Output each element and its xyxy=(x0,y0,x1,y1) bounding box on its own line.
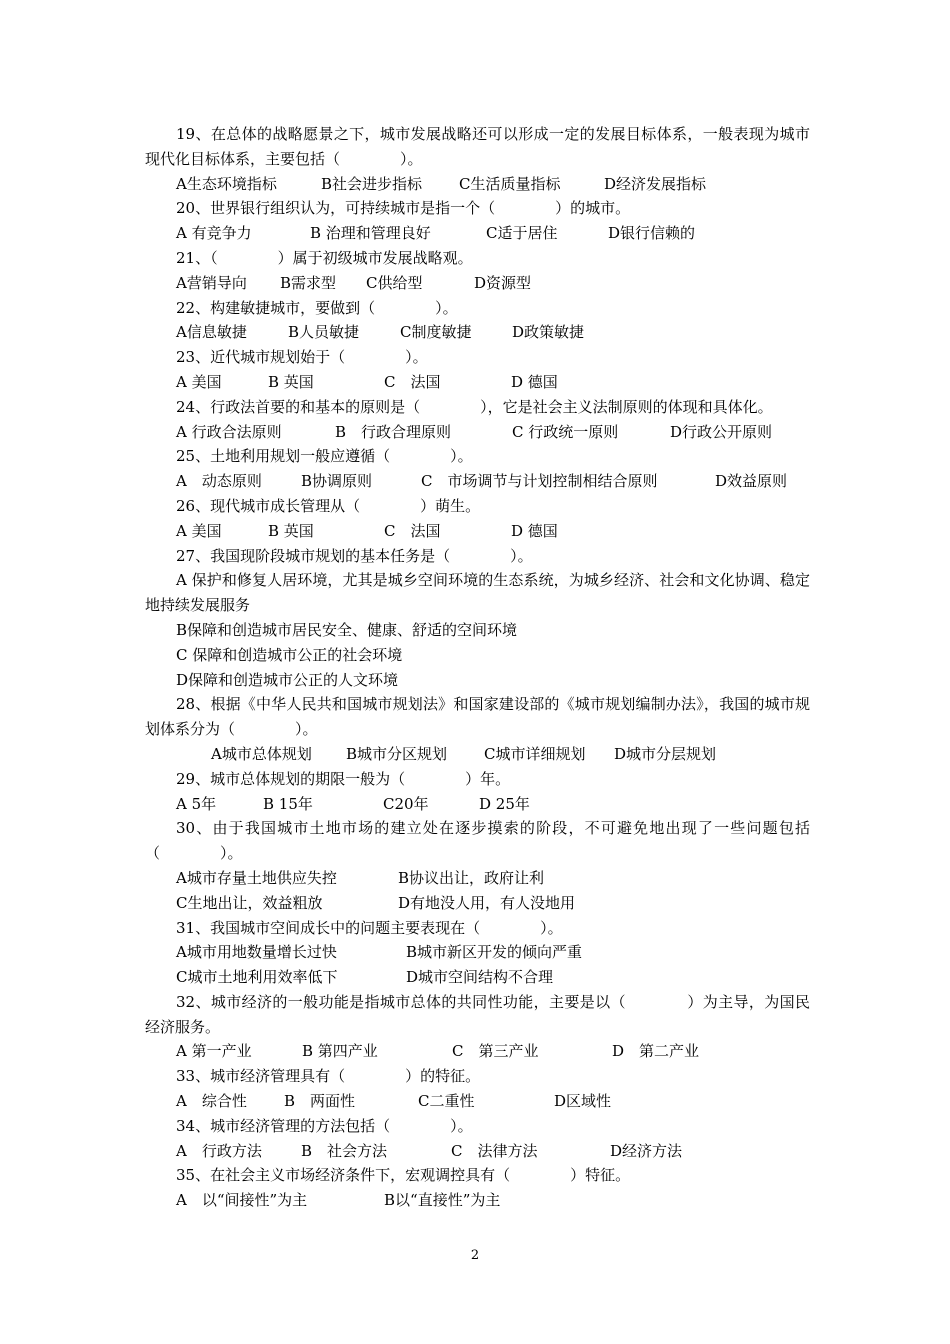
option: D效益原则 xyxy=(715,472,788,491)
option: D 第二产业 xyxy=(612,1042,700,1061)
question-28: 28、根据《中华人民共和国城市规划法》和国家建设部的《城市规划编制办法》，我国的城市规划体系分为（ ）。 xyxy=(145,695,810,739)
option: D有地没人用，有人没地用 xyxy=(398,893,576,912)
option: D政策敏捷 xyxy=(512,323,585,342)
option: A 以“间接性”为主 xyxy=(176,1191,308,1210)
question-30-options-cd xyxy=(145,891,810,916)
question-23: 23、近代城市规划始于（ ）。 xyxy=(176,348,428,367)
question-26-options xyxy=(145,519,810,544)
option: C城市土地利用效率低下 xyxy=(176,968,338,987)
question-29-options xyxy=(145,792,810,817)
option: A 美国 xyxy=(176,372,222,391)
option: A城市存量土地供应失控 xyxy=(176,868,337,887)
question-32-options xyxy=(145,1039,810,1064)
question-34-options xyxy=(145,1139,810,1164)
option: C生活质量指标 xyxy=(459,174,561,193)
option: D城市分层规划 xyxy=(614,744,717,763)
option: C 法国 xyxy=(384,372,441,391)
question-23-options xyxy=(145,370,810,395)
option: C 法律方法 xyxy=(451,1141,538,1160)
option: A生态环境指标 xyxy=(176,174,277,193)
option: A 综合性 xyxy=(176,1092,247,1111)
question-35-options xyxy=(145,1188,810,1213)
option: A城市总体规划 xyxy=(211,744,312,763)
question-27: 27、我国现阶段城市规划的基本任务是（ ）。 xyxy=(176,546,533,565)
option: A营销导向 xyxy=(176,273,247,292)
question-27-option-c: C 保障和创造城市公正的社会环境 xyxy=(176,645,403,664)
question-21: 21、（ ）属于初级城市发展战略观。 xyxy=(176,248,473,267)
option: A 行政方法 xyxy=(176,1141,262,1160)
option: B人员敏捷 xyxy=(288,323,360,342)
question-25: 25、土地利用规划一般应遵循（ ）。 xyxy=(176,447,473,466)
page-number: 2 xyxy=(470,1248,480,1263)
question-31-options-cd xyxy=(145,965,810,990)
option: D区域性 xyxy=(554,1092,612,1111)
option: B协议出让，政府让利 xyxy=(398,868,545,887)
option: B 社会方法 xyxy=(301,1141,388,1160)
option: C 市场调节与计划控制相结合原则 xyxy=(421,472,658,491)
option: D 25年 xyxy=(479,794,530,813)
option: C 第三产业 xyxy=(452,1042,539,1061)
option: C城市详细规划 xyxy=(484,744,586,763)
question-35: 35、在社会主义市场经济条件下，宏观调控具有（ ）特征。 xyxy=(176,1166,631,1185)
option: B 治理和管理良好 xyxy=(310,224,431,243)
question-34: 34、城市经济管理的方法包括（ ）。 xyxy=(176,1116,473,1135)
question-32: 32、城市经济的一般功能是指城市总体的共同性功能，主要是以（ ）为主导，为国民经济服务。 xyxy=(145,992,810,1036)
question-26: 26、现代城市成长管理从（ ）萌生。 xyxy=(176,496,481,515)
question-24-options xyxy=(145,420,810,445)
option: C 行政统一原则 xyxy=(512,422,619,441)
option: B需求型 xyxy=(280,273,337,292)
question-27-option-a: A 保护和修复人居环境，尤其是城乡空间环境的生态系统，为城乡经济、社会和文化协调、稳定地持续发展服务 xyxy=(145,571,810,615)
option: C制度敏捷 xyxy=(400,323,472,342)
option: D 德国 xyxy=(511,521,558,540)
option: D经济发展指标 xyxy=(604,174,707,193)
question-33-options xyxy=(145,1089,810,1114)
option: C 法国 xyxy=(384,521,441,540)
option: D 德国 xyxy=(511,372,558,391)
question-30: 30、由于我国城市土地市场的建立处在逐步摸索的阶段，不可避免地出现了一些问题包括（ ）。 xyxy=(145,819,810,863)
option: C二重性 xyxy=(418,1092,475,1111)
question-20: 20、世界银行组织认为，可持续城市是指一个（ ）的城市。 xyxy=(176,199,631,218)
option: B 15年 xyxy=(263,794,313,813)
question-27-option-d: D保障和创造城市公正的人文环境 xyxy=(176,670,399,689)
question-31: 31、我国城市空间成长中的问题主要表现在（ ）。 xyxy=(176,918,563,937)
question-27-option-b: B保障和创造城市居民安全、健康、舒适的空间环境 xyxy=(176,620,518,639)
option: C供给型 xyxy=(366,273,423,292)
option: D行政公开原则 xyxy=(670,422,773,441)
question-30-options-ab xyxy=(145,866,810,891)
option: B社会进步指标 xyxy=(321,174,423,193)
option: D经济方法 xyxy=(610,1141,683,1160)
question-20-options xyxy=(145,221,810,246)
option: D银行信赖的 xyxy=(608,224,696,243)
option: B 第四产业 xyxy=(302,1042,378,1061)
option: C20年 xyxy=(383,794,429,813)
question-33: 33、城市经济管理具有（ ）的特征。 xyxy=(176,1067,481,1086)
option: A信息敏捷 xyxy=(176,323,247,342)
option: B协调原则 xyxy=(301,472,373,491)
option: B以“直接性”为主 xyxy=(384,1191,501,1210)
option: B 行政合理原则 xyxy=(335,422,452,441)
option: A 第一产业 xyxy=(176,1042,252,1061)
question-29: 29、城市总体规划的期限一般为（ ）年。 xyxy=(176,769,511,788)
option: B 英国 xyxy=(268,372,314,391)
option: A城市用地数量增长过快 xyxy=(176,943,337,962)
question-25-options xyxy=(145,469,810,494)
option: D城市空间结构不合理 xyxy=(406,968,554,987)
option: B 英国 xyxy=(268,521,314,540)
question-list xyxy=(145,122,810,1213)
option: A 行政合法原则 xyxy=(176,422,282,441)
question-22-options xyxy=(145,320,810,345)
question-19: 19、在总体的战略愿景之下，城市发展战略还可以形成一定的发展目标体系，一般表现为城市现代化目标体系，主要包括（ ）。 xyxy=(145,125,810,168)
question-21-options xyxy=(145,271,810,296)
option: B 两面性 xyxy=(284,1092,356,1111)
option: C生地出让，效益粗放 xyxy=(176,893,323,912)
question-22: 22、构建敏捷城市，要做到（ ）。 xyxy=(176,298,458,317)
option: A 5年 xyxy=(176,794,217,813)
option: B城市分区规划 xyxy=(346,744,448,763)
question-28-options xyxy=(145,742,810,767)
question-19-options xyxy=(145,172,810,197)
question-31-options-ab xyxy=(145,940,810,965)
option: D资源型 xyxy=(474,273,532,292)
option: C适于居住 xyxy=(486,224,558,243)
option: B城市新区开发的倾向严重 xyxy=(406,943,583,962)
option: A 动态原则 xyxy=(176,472,262,491)
option: A 有竞争力 xyxy=(176,224,252,243)
option: A 美国 xyxy=(176,521,222,540)
question-24: 24、行政法首要的和基本的原则是（ ），它是社会主义法制原则的体现和具体化。 xyxy=(176,397,773,416)
